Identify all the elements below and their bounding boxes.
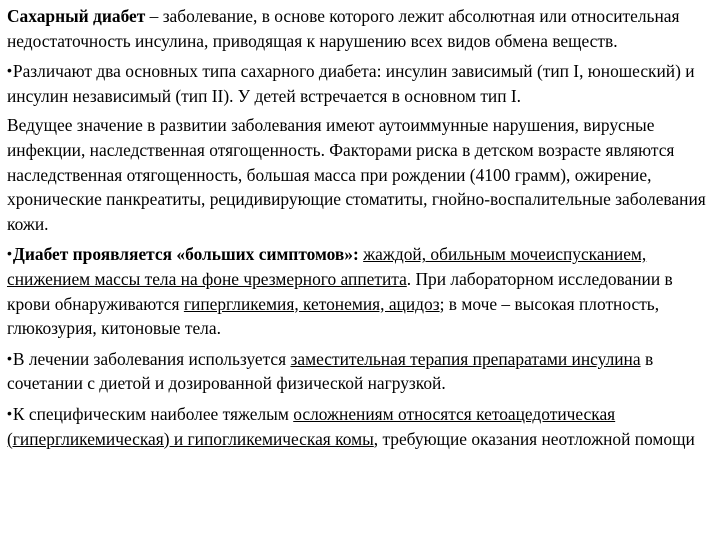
- complications-rest-text: , требующие оказания неотложной помощи: [373, 428, 695, 449]
- complications-intro-text: К специфическим наиболее тяжелым: [12, 403, 294, 424]
- paragraph-treatment: [7, 346, 708, 396]
- treatment-rest-text: в сочетании с диетой и дозированной физической нагрузкой.: [7, 348, 654, 394]
- term-diabetes: Сахарный диабет: [7, 6, 146, 26]
- lab-intro-text: . При лабораторном исследовании в крови обнаруживаются: [7, 268, 673, 314]
- paragraph-definition: [7, 4, 708, 53]
- symptoms-list: жаждой, обильным мочеиспусканием, снижением массы тела на фоне чрезмерного аппетита: [7, 244, 647, 289]
- paragraph-symptoms: [7, 241, 708, 340]
- bullet-icon: •: [7, 349, 12, 366]
- symptoms-heading: Диабет проявляется «больших симптомов»:: [12, 244, 359, 265]
- paragraph-causes: [7, 113, 708, 236]
- paragraph-complications: [7, 401, 708, 451]
- definition-text: – заболевание, в основе которого лежит абсолютная или относительная недостаточность инсулина, приводящая к нарушению всех видов обмена веществ.: [7, 6, 680, 51]
- complications-comas: осложнениям относятся кетоацедотическая (гипергликемическая) и гипогликемическая комы: [7, 403, 616, 449]
- bullet-icon: •: [7, 404, 12, 421]
- causes-text: Ведущее значение в развитии заболевания имеют аутоиммунные нарушения, вирусные инфекции, наследственная отягощенность. Факторами риска в детском возрасте являются наследственная отягощенность, большая масса при рождении (4100 грамм), ожирение, хронические панкреатиты, рецидивирующие стоматиты, гнойно-воспалительные заболевания кожи.: [7, 115, 706, 234]
- paragraph-types: [7, 58, 708, 108]
- blood-findings: гипергликемия, кетонемия, ацидоз: [183, 293, 440, 314]
- bullet-icon: •: [7, 62, 12, 79]
- types-text: Различают два основных типа сахарного диабета: инсулин зависимый (тип I, юношеский) и инсулин независимый (тип II). У детей встречается в основном тип I.: [7, 61, 695, 106]
- treatment-insulin: заместительная терапия препаратами инсулина: [290, 348, 641, 369]
- treatment-intro-text: В лечении заболевания используется: [12, 348, 291, 369]
- urine-findings-text: ; в моче – высокая плотность, глюкозурия, китоновые тела.: [7, 293, 660, 339]
- bullet-icon: •: [7, 245, 12, 262]
